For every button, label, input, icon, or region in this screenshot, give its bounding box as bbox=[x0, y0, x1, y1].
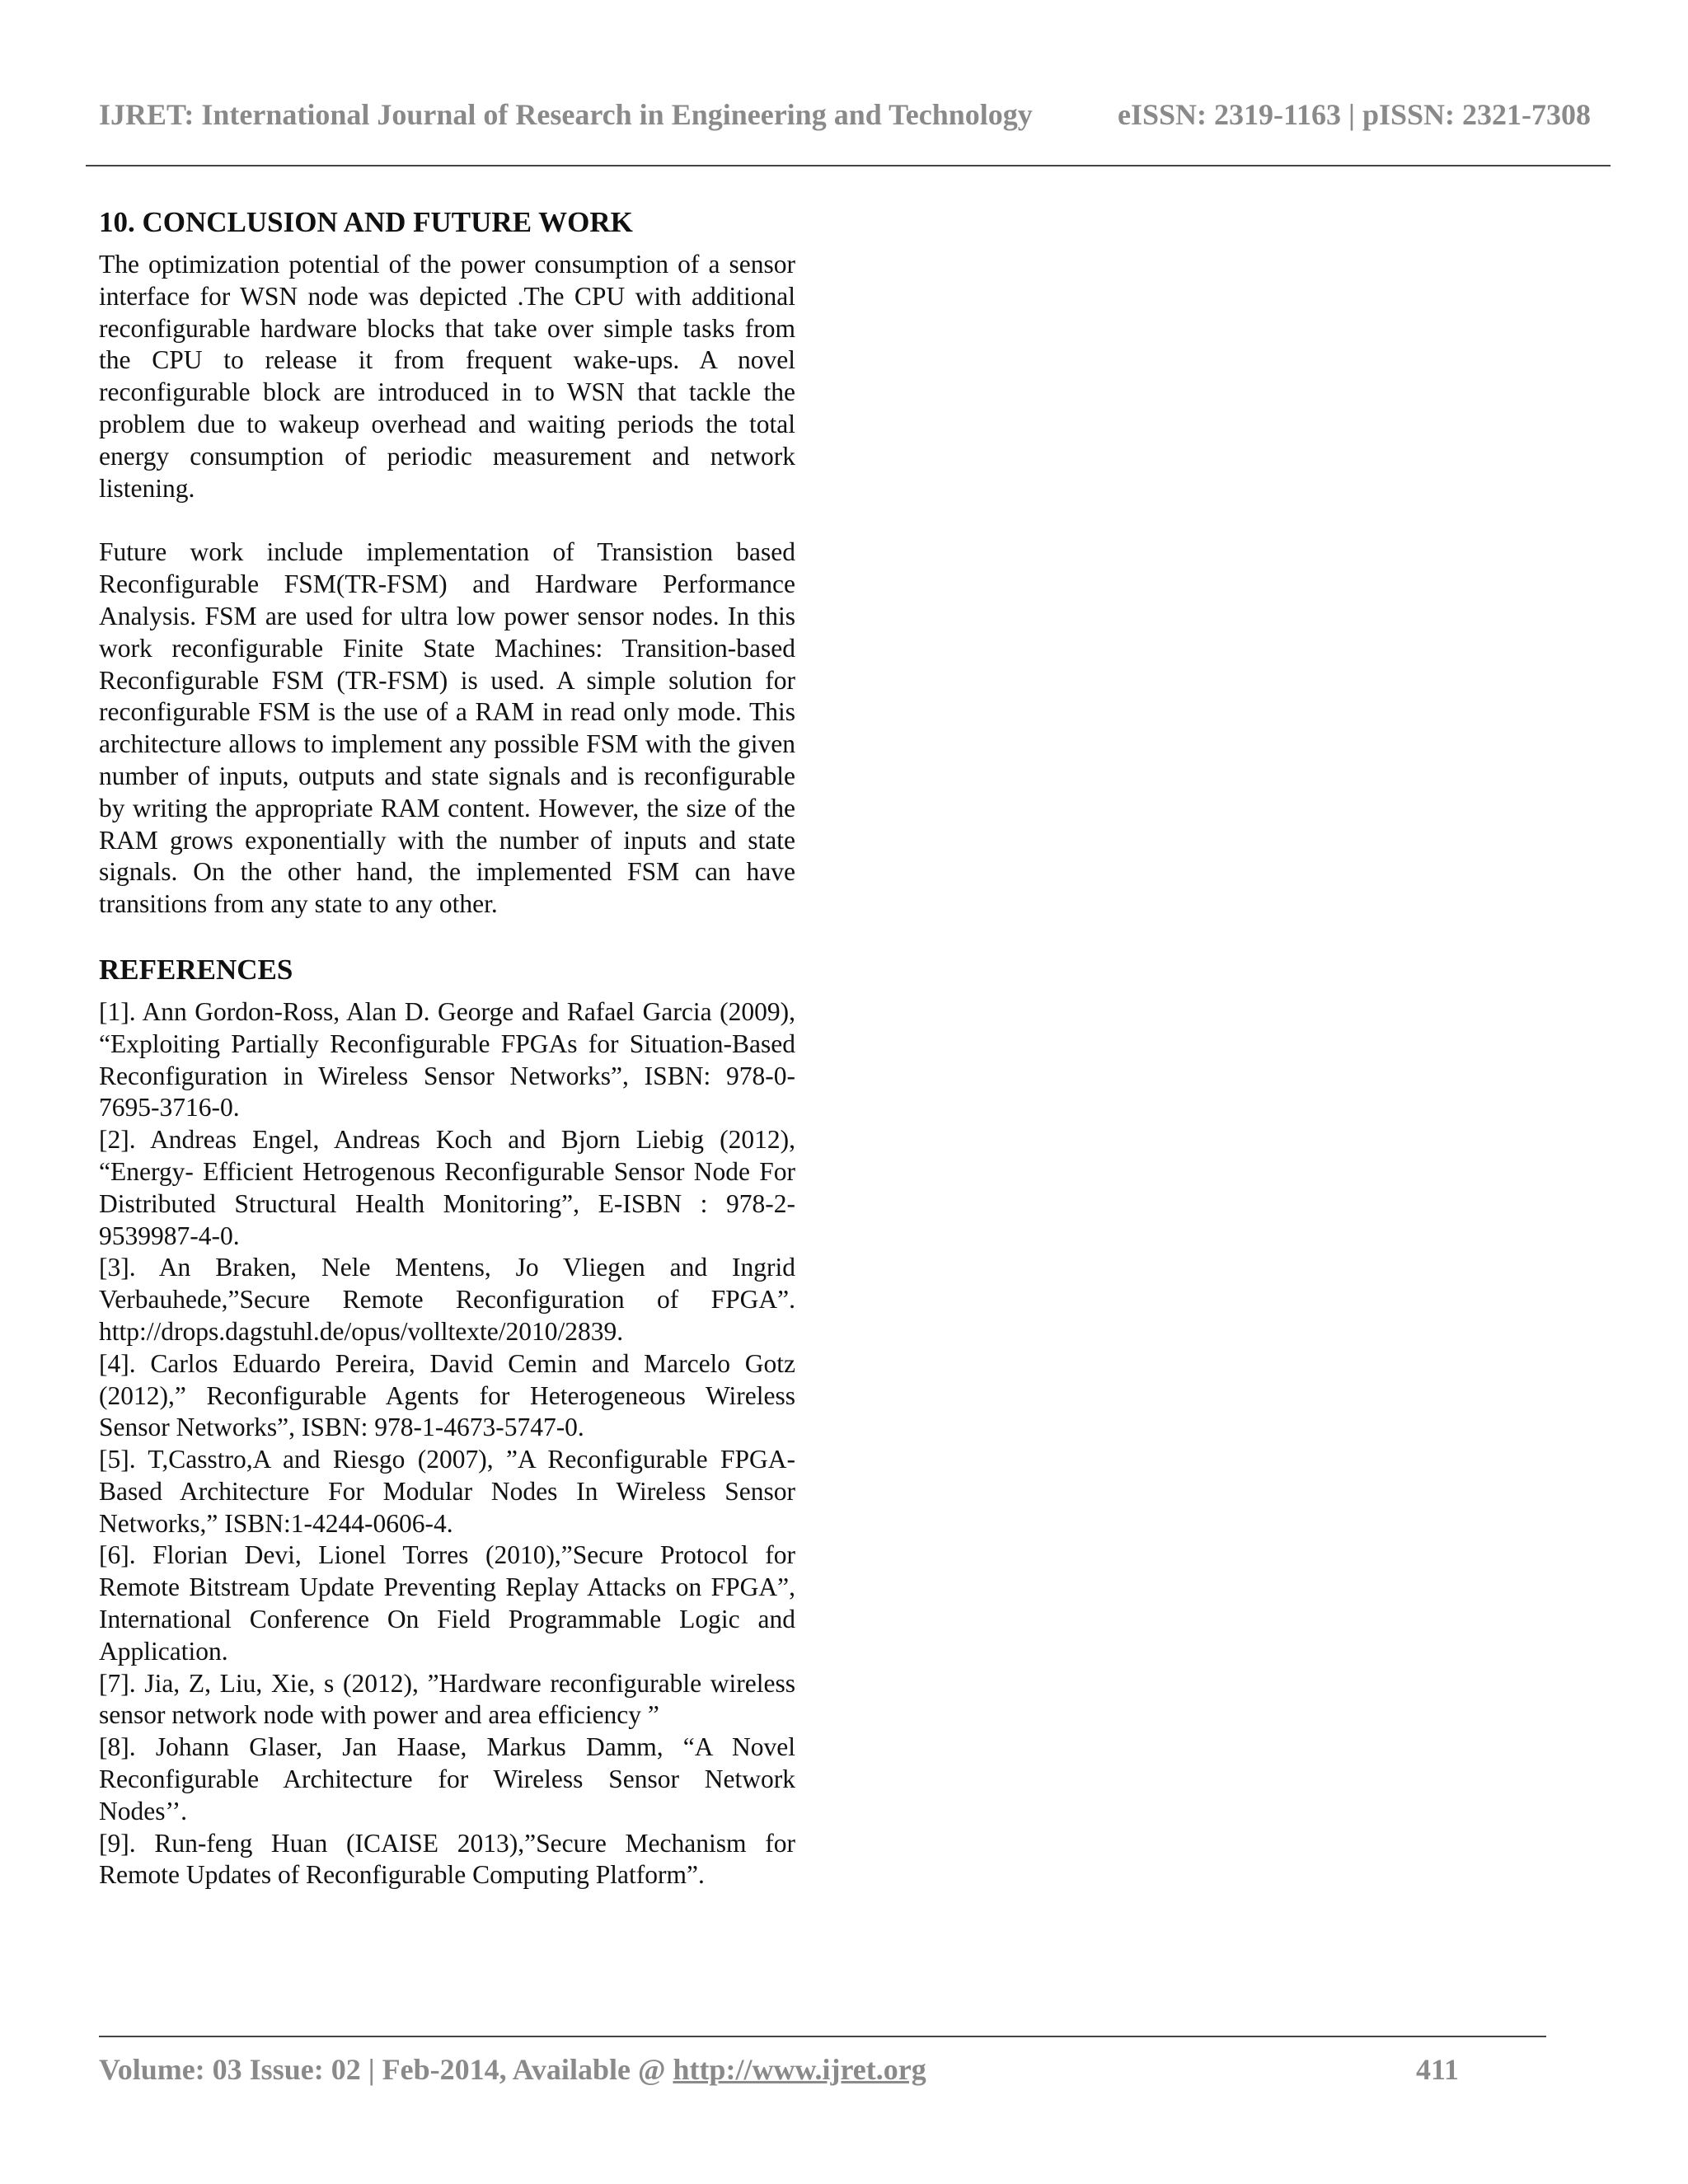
page-number: 411 bbox=[1416, 2053, 1460, 2086]
reference-item: [7]. Jia, Z, Liu, Xie, s (2012), ”Hardware reconfigurable wireless sensor network node with power and area efficiency ” bbox=[99, 1668, 795, 1730]
header-divider bbox=[86, 165, 1611, 166]
reference-item: [5]. T,Casstro,A and Riesgo (2007), ”A Reconfigurable FPGA-Based Architecture For Modular Nodes In Wireless Sensor Networks,” ISBN:1-4244-0606-4. bbox=[99, 1445, 795, 1538]
journal-link[interactable]: http://www.ijret.org bbox=[673, 2053, 926, 2086]
reference-item: [1]. Ann Gordon-Ross, Alan D. George and Rafael Garcia (2009), “Exploiting Partially Reconfigurable FPGAs for Situation-Based Reconfiguration in Wireless Sensor Networks”, ISBN: 978-0-7695-3716-0. bbox=[99, 996, 795, 1122]
conclusion-paragraph: The optimization potential of the power consumption of a sensor interface for WSN node was depicted .The CPU with additional reconfigurable hardware blocks that take over simple tasks from the CPU to release it from frequent wake-ups. A novel reconfigurable block are introduced in to WSN that tackle the problem due to wakeup overhead and waiting periods the total energy consumption of periodic measurement and network listening. bbox=[99, 250, 795, 503]
footer-divider bbox=[99, 2036, 1546, 2037]
references-title: REFERENCES bbox=[99, 953, 293, 986]
section-title: 10. CONCLUSION AND FUTURE WORK bbox=[99, 206, 633, 238]
reference-item: [4]. Carlos Eduardo Pereira, David Cemin and Marcelo Gotz (2012),” Reconfigurable Agents for Heterogeneous Wireless Sensor Networks”, ISBN: 978-1-4673-5747-0. bbox=[99, 1348, 795, 1442]
volume-text: Volume: 03 Issue: 02 | Feb-2014, Available @ bbox=[99, 2053, 673, 2086]
future-work-paragraph: Future work include implementation of Transistion based Reconfigurable FSM(TR-FSM) and Hardware Performance Analysis. FSM are used for ultra low power sensor nodes. In this work reconfigurable Finite State Machines: Transition-based Reconfigurable FSM (TR-FSM) is used. A simple solution for reconfigurable FSM is the use of a RAM in read only mode. This architecture allows to implement any possible FSM with the given number of inputs, outputs and state signals and is reconfigurable by writing the appropriate RAM content. However, the size of the RAM grows exponentially with the number of inputs and state signals. On the other hand, the implemented FSM can have transitions from any state to any other. bbox=[99, 537, 795, 919]
reference-item: [9]. Run-feng Huan (ICAISE 2013),”Secure Mechanism for Remote Updates of Reconfigurable Computing Platform”. bbox=[99, 1828, 795, 1890]
reference-item: [2]. Andreas Engel, Andreas Koch and Bjorn Liebig (2012), “Energy- Efficient Hetrogenous Reconfigurable Sensor Node For Distributed Structural Health Monitoring”, E-ISBN : 978-2-9539987-4-0. bbox=[99, 1125, 795, 1250]
reference-item: [6]. Florian Devi, Lionel Torres (2010),”Secure Protocol for Remote Bitstream Update Preventing Replay Attacks on FPGA”, International Conference On Field Programmable Logic and Application. bbox=[99, 1540, 795, 1666]
volume-info bbox=[99, 2052, 926, 2087]
journal-name: IJRET: International Journal of Research in Engineering and Technology bbox=[99, 98, 1033, 131]
left-column bbox=[99, 204, 795, 1891]
reference-item: [3]. An Braken, Nele Mentens, Jo Vliegen and Ingrid Verbauhede,”Secure Remote Reconfiguration of FPGA”. http://drops.dagstuhl.de/opus/volltexte/2010/2839. bbox=[99, 1253, 795, 1346]
issn-numbers: eISSN: 2319-1163 | pISSN: 2321-7308 bbox=[1118, 98, 1591, 131]
references-list bbox=[99, 996, 795, 1891]
reference-item: [8]. Johann Glaser, Jan Haase, Markus Damm, “A Novel Reconfigurable Architecture for Wireless Sensor Network Nodes’’. bbox=[99, 1732, 795, 1825]
